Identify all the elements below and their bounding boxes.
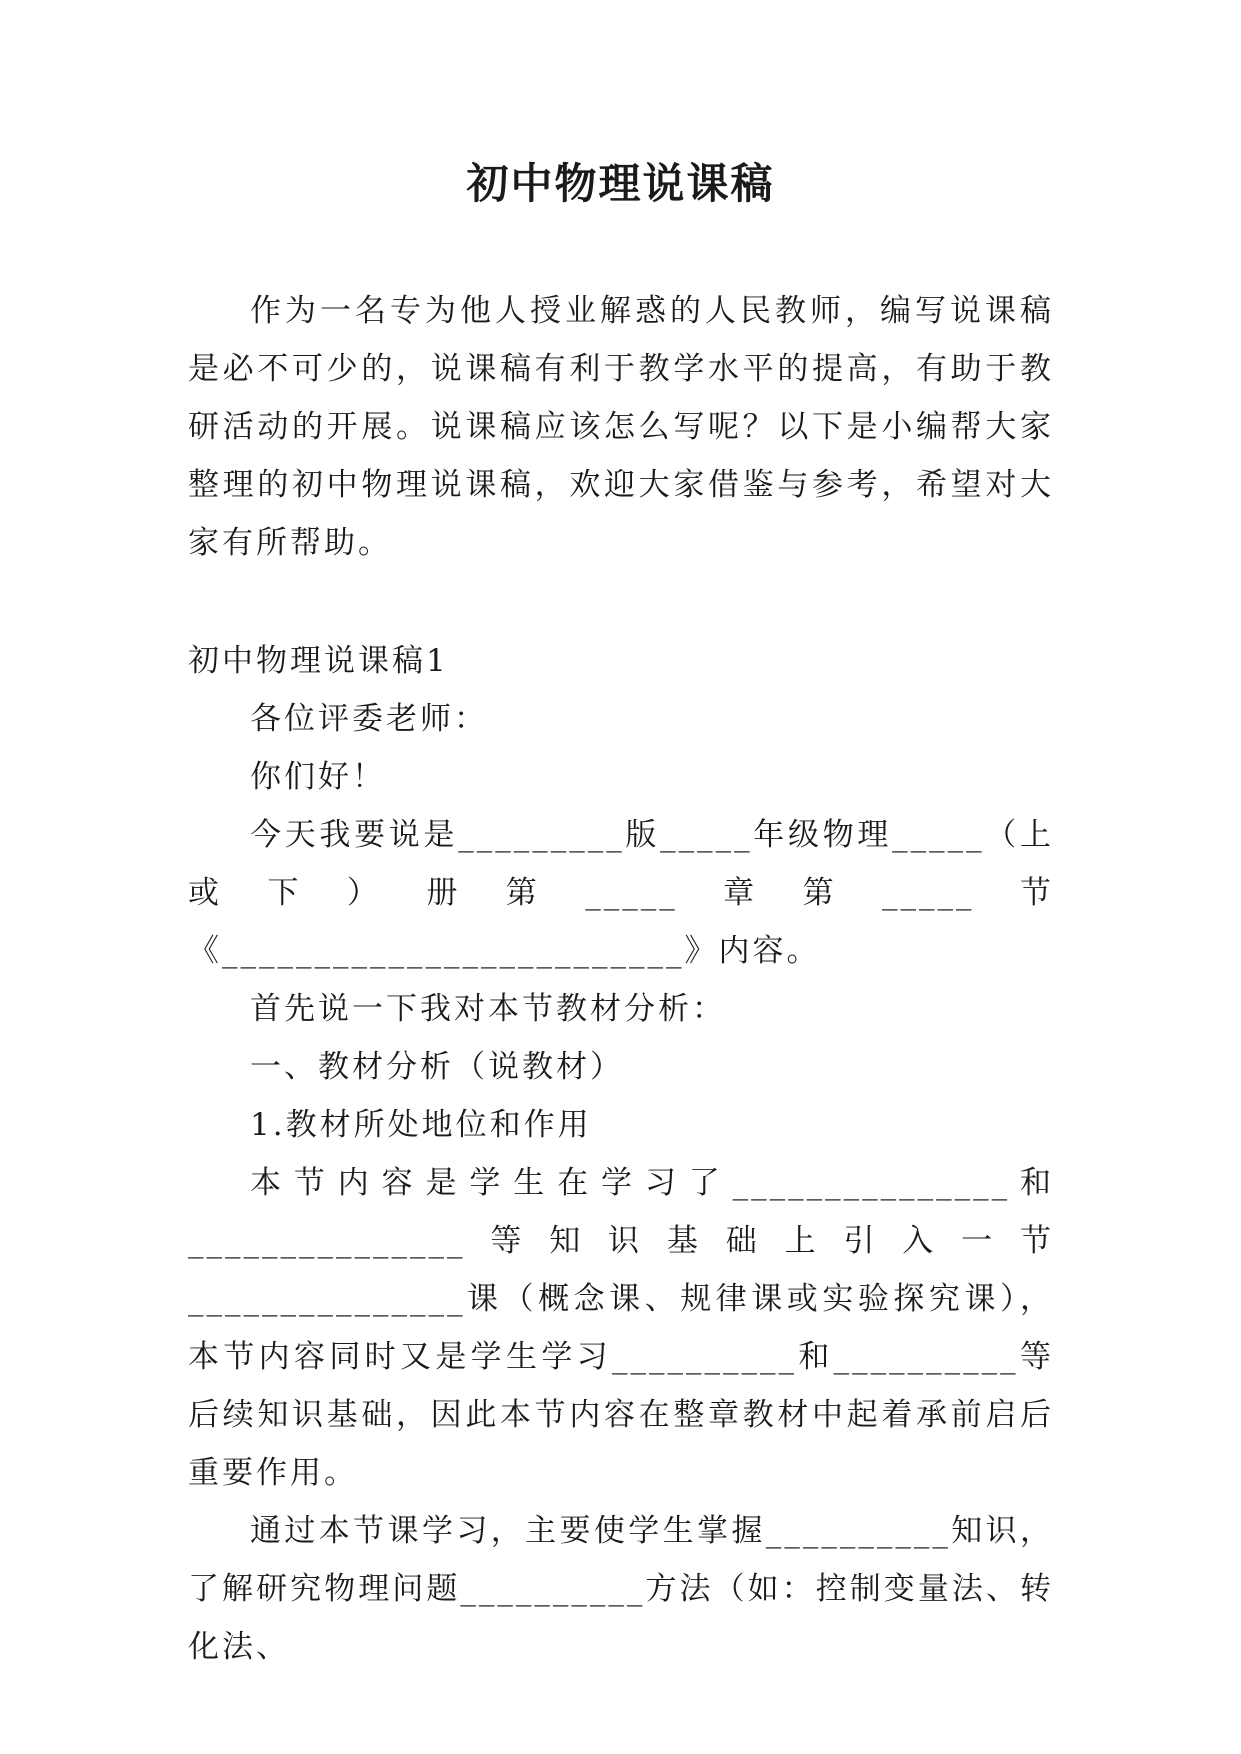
part1-heading: 一、教材分析（说教材） xyxy=(250,1049,624,1085)
document-body xyxy=(188,282,1054,1676)
hello-paragraph: 你们好！ xyxy=(250,759,386,795)
intro-paragraph: 作为一名专为他人授业解惑的人民教师，编写说课稿是必不可少的，说课稿有利于教学水平的提高，有助于教研活动的开展。说课稿应该怎么写呢？以下是小编帮大家整理的初中物理说课稿，欢迎大家借鉴与参考，希望对大家有所帮助。 xyxy=(188,293,1054,561)
greeting-paragraph: 各位评委老师： xyxy=(250,701,488,737)
document-title: 初中物理说课稿 xyxy=(466,159,775,208)
content-paragraph: 本节内容是学生在学习了_______________和_______________等知识基础上引入一节_______________课（概念课、规律课或实验探究课），本节内容同时又是学生学习__________和__________等后续知识基础，因此本节内容在整章教材中起着承前启后重要作用。 xyxy=(188,1165,1054,1491)
section-heading: 初中物理说课稿1 xyxy=(188,643,449,679)
today-paragraph: 今天我要说是_________版_____年级物理_____（上或下）册第_____章第_____节《_________________________》内容。 xyxy=(188,817,1054,969)
item1-heading: 1.教材所处地位和作用 xyxy=(250,1107,592,1143)
through-paragraph: 通过本节课学习，主要使学生掌握__________知识，了解研究物理问题__________方法（如：控制变量法、转化法、 xyxy=(188,1513,1054,1665)
first-paragraph: 首先说一下我对本节教材分析： xyxy=(250,991,726,1027)
